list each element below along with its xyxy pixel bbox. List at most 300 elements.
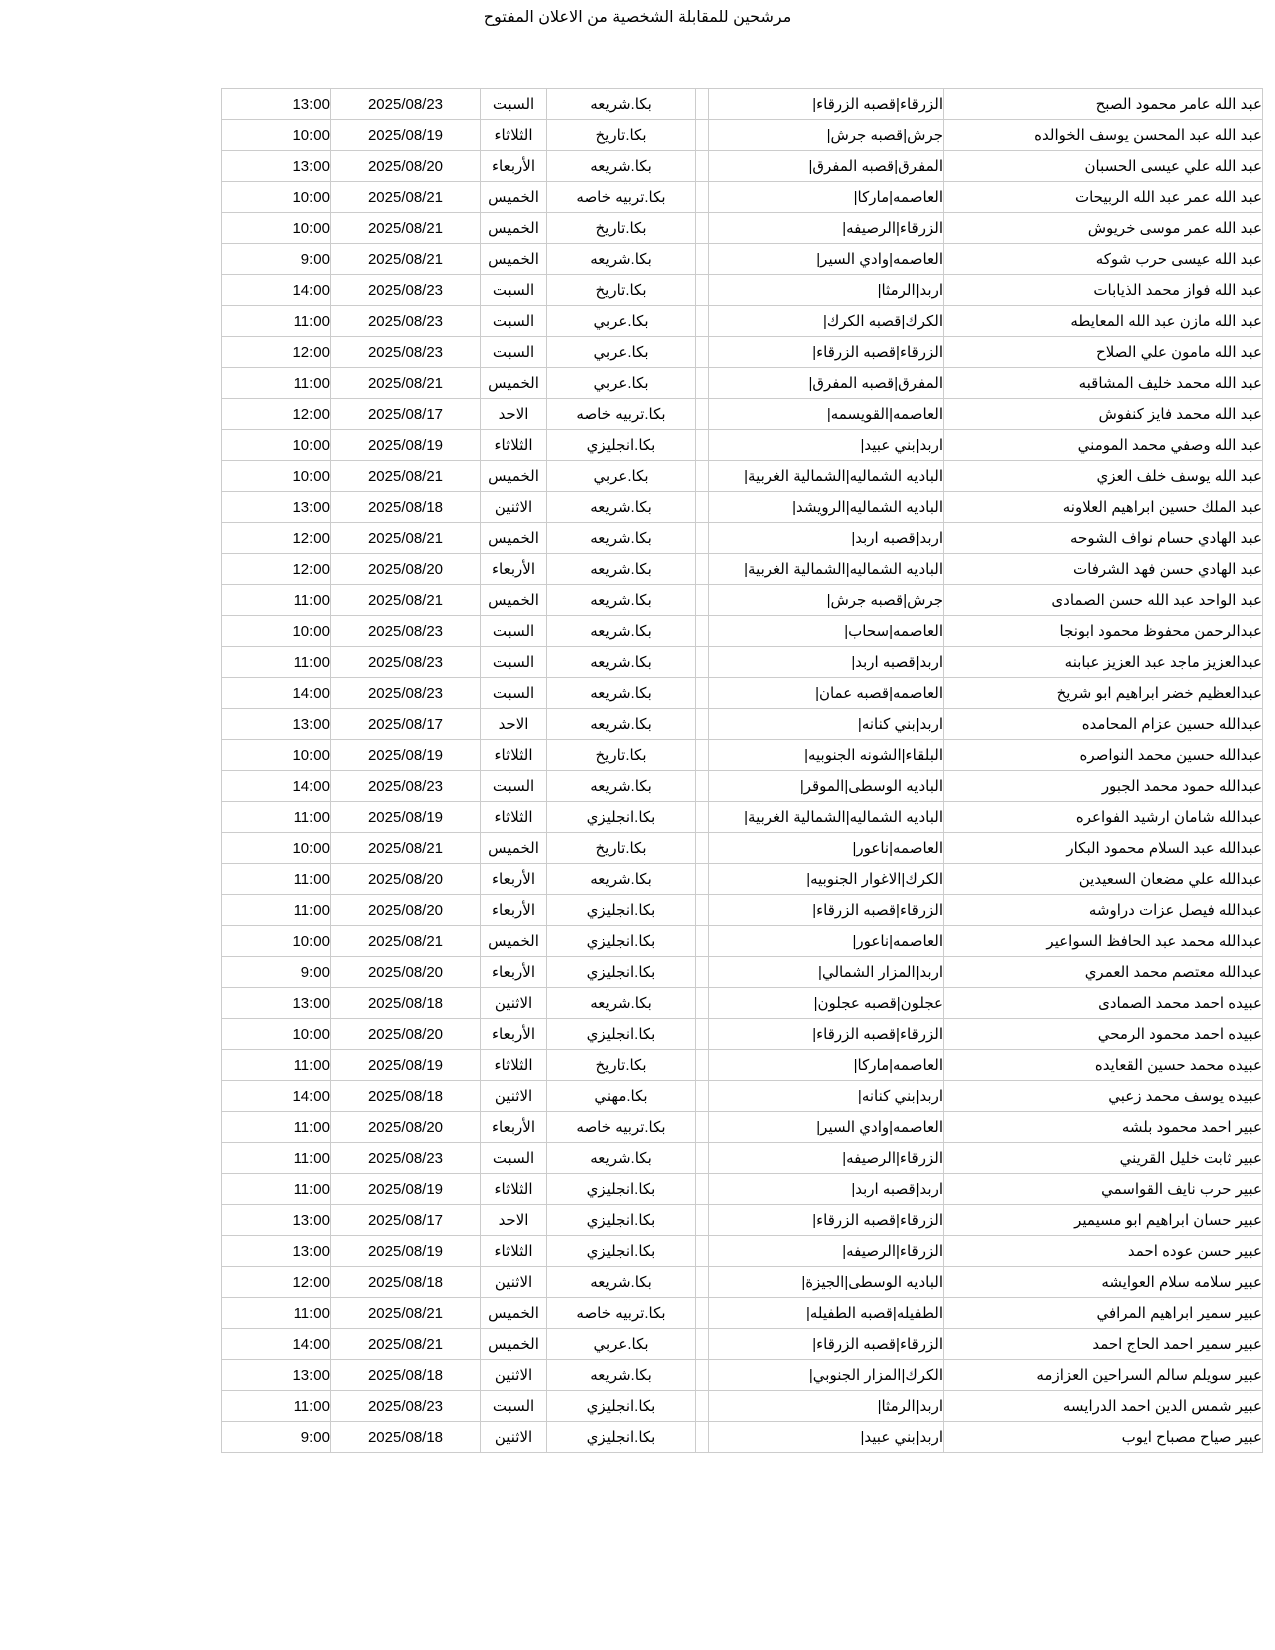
cell-time: 11:00 [222, 585, 331, 616]
cell-time: 12:00 [222, 1267, 331, 1298]
cell-day: الاثنين [481, 1360, 547, 1391]
cell-day: الأربعاء [481, 895, 547, 926]
cell-time: 11:00 [222, 1174, 331, 1205]
cell-name: عبد الله محمد فايز كنفوش [944, 399, 1263, 430]
table-row [222, 1112, 1263, 1143]
cell-spacer [696, 368, 709, 399]
table-row [222, 337, 1263, 368]
cell-date: 2025/08/21 [331, 1298, 481, 1329]
cell-qualification: بكا.انجليزي [547, 430, 696, 461]
cell-date: 2025/08/23 [331, 678, 481, 709]
cell-spacer [696, 1236, 709, 1267]
cell-qualification: بكا.انجليزي [547, 1422, 696, 1453]
cell-name: عبدالله عبد السلام محمود البكار [944, 833, 1263, 864]
table-row [222, 802, 1263, 833]
cell-location: العاصمه|ناعور| [709, 833, 944, 864]
cell-date: 2025/08/21 [331, 926, 481, 957]
cell-qualification: بكا.انجليزي [547, 957, 696, 988]
cell-date: 2025/08/19 [331, 1174, 481, 1205]
cell-date: 2025/08/21 [331, 368, 481, 399]
cell-day: الأربعاء [481, 957, 547, 988]
cell-spacer [696, 1143, 709, 1174]
cell-time: 12:00 [222, 554, 331, 585]
cell-time: 14:00 [222, 678, 331, 709]
cell-day: الخميس [481, 182, 547, 213]
table-row [222, 678, 1263, 709]
cell-day: الأربعاء [481, 864, 547, 895]
cell-time: 11:00 [222, 895, 331, 926]
cell-day: الثلاثاء [481, 1050, 547, 1081]
cell-qualification: بكا.تربيه خاصه [547, 1298, 696, 1329]
cell-spacer [696, 678, 709, 709]
cell-spacer [696, 926, 709, 957]
cell-name: عبير حسان ابراهيم ابو مسيمير [944, 1205, 1263, 1236]
cell-day: الاحد [481, 709, 547, 740]
cell-date: 2025/08/17 [331, 399, 481, 430]
cell-day: الثلاثاء [481, 1174, 547, 1205]
cell-date: 2025/08/18 [331, 492, 481, 523]
cell-day: الأربعاء [481, 1019, 547, 1050]
cell-name: عبدالرحمن محفوظ محمود ابونجا [944, 616, 1263, 647]
cell-name: عبدالعزيز ماجد عبد العزيز عبابنه [944, 647, 1263, 678]
table-row [222, 895, 1263, 926]
cell-location: اربد|الرمثا| [709, 275, 944, 306]
cell-qualification: بكا.تربيه خاصه [547, 182, 696, 213]
cell-location: الزرقاء|الرصيفه| [709, 1236, 944, 1267]
cell-name: عبدالله فيصل عزات دراوشه [944, 895, 1263, 926]
cell-spacer [696, 1174, 709, 1205]
cell-spacer [696, 1205, 709, 1236]
cell-spacer [696, 182, 709, 213]
cell-time: 10:00 [222, 182, 331, 213]
cell-location: اربد|بني كنانه| [709, 1081, 944, 1112]
table-row [222, 275, 1263, 306]
cell-location: البلقاء|الشونه الجنوبيه| [709, 740, 944, 771]
cell-name: عبد الهادي حسن فهد الشرفات [944, 554, 1263, 585]
cell-name: عبد الله مازن عبد الله المعايطه [944, 306, 1263, 337]
cell-location: العاصمه|قصبه عمان| [709, 678, 944, 709]
cell-day: الثلاثاء [481, 120, 547, 151]
cell-qualification: بكا.تاريخ [547, 1050, 696, 1081]
cell-spacer [696, 864, 709, 895]
cell-spacer [696, 895, 709, 926]
cell-location: المفرق|قصبه المفرق| [709, 151, 944, 182]
cell-day: الاثنين [481, 1267, 547, 1298]
cell-name: عبدالله حسين عزام المحامده [944, 709, 1263, 740]
cell-location: اربد|الرمثا| [709, 1391, 944, 1422]
cell-time: 10:00 [222, 1019, 331, 1050]
cell-time: 10:00 [222, 213, 331, 244]
cell-date: 2025/08/19 [331, 802, 481, 833]
cell-location: العاصمه|وادي السير| [709, 244, 944, 275]
cell-time: 11:00 [222, 1298, 331, 1329]
cell-qualification: بكا.تاريخ [547, 740, 696, 771]
cell-date: 2025/08/21 [331, 182, 481, 213]
cell-date: 2025/08/20 [331, 864, 481, 895]
cell-day: السبت [481, 1143, 547, 1174]
cell-qualification: بكا.شريعه [547, 151, 696, 182]
cell-time: 11:00 [222, 306, 331, 337]
cell-spacer [696, 399, 709, 430]
cell-time: 11:00 [222, 368, 331, 399]
cell-day: الخميس [481, 1329, 547, 1360]
cell-spacer [696, 1050, 709, 1081]
cell-day: الخميس [481, 1298, 547, 1329]
cell-location: العاصمه|ناعور| [709, 926, 944, 957]
candidates-table [221, 88, 1263, 1453]
cell-location: عجلون|قصبه عجلون| [709, 988, 944, 1019]
cell-date: 2025/08/18 [331, 1360, 481, 1391]
cell-time: 11:00 [222, 864, 331, 895]
cell-spacer [696, 275, 709, 306]
table-row [222, 89, 1263, 120]
cell-qualification: بكا.شريعه [547, 988, 696, 1019]
table-row [222, 120, 1263, 151]
cell-location: الزرقاء|الرصيفه| [709, 1143, 944, 1174]
cell-location: جرش|قصبه جرش| [709, 120, 944, 151]
cell-name: عبير سمير ابراهيم المرافي [944, 1298, 1263, 1329]
cell-qualification: بكا.انجليزي [547, 1174, 696, 1205]
cell-name: عبد الله مامون علي الصلاح [944, 337, 1263, 368]
cell-name: عبد الله وصفي محمد المومني [944, 430, 1263, 461]
cell-location: اربد|بني عبيد| [709, 1422, 944, 1453]
cell-name: عبير حسن عوده احمد [944, 1236, 1263, 1267]
cell-spacer [696, 151, 709, 182]
cell-day: السبت [481, 647, 547, 678]
cell-time: 10:00 [222, 740, 331, 771]
cell-location: الكرك|قصبه الكرك| [709, 306, 944, 337]
cell-qualification: بكا.مهني [547, 1081, 696, 1112]
cell-qualification: بكا.شريعه [547, 709, 696, 740]
cell-date: 2025/08/23 [331, 771, 481, 802]
cell-spacer [696, 523, 709, 554]
cell-location: اربد|قصبه اربد| [709, 1174, 944, 1205]
cell-day: السبت [481, 89, 547, 120]
cell-day: الخميس [481, 213, 547, 244]
cell-day: الخميس [481, 368, 547, 399]
cell-spacer [696, 1422, 709, 1453]
cell-location: الزرقاء|قصبه الزرقاء| [709, 89, 944, 120]
cell-date: 2025/08/20 [331, 1019, 481, 1050]
cell-qualification: بكا.شريعه [547, 678, 696, 709]
cell-qualification: بكا.شريعه [547, 771, 696, 802]
cell-date: 2025/08/18 [331, 1422, 481, 1453]
cell-name: عبيده يوسف محمد زعبي [944, 1081, 1263, 1112]
cell-name: عبدالعظيم خضر ابراهيم ابو شريخ [944, 678, 1263, 709]
cell-date: 2025/08/21 [331, 523, 481, 554]
cell-location: الباديه الوسطى|الجيزة| [709, 1267, 944, 1298]
cell-location: العاصمه|ماركا| [709, 1050, 944, 1081]
table-row [222, 399, 1263, 430]
cell-spacer [696, 988, 709, 1019]
cell-location: الكرك|الاغوار الجنوبيه| [709, 864, 944, 895]
table-row [222, 957, 1263, 988]
cell-name: عبدالله محمد عبد الحافظ السواعير [944, 926, 1263, 957]
table-row [222, 1267, 1263, 1298]
cell-date: 2025/08/18 [331, 988, 481, 1019]
table-row [222, 709, 1263, 740]
cell-date: 2025/08/23 [331, 1143, 481, 1174]
cell-date: 2025/08/18 [331, 1267, 481, 1298]
cell-spacer [696, 213, 709, 244]
cell-spacer [696, 1298, 709, 1329]
cell-location: الزرقاء|قصبه الزرقاء| [709, 1205, 944, 1236]
table-row [222, 740, 1263, 771]
cell-spacer [696, 244, 709, 275]
cell-time: 14:00 [222, 1329, 331, 1360]
cell-name: عبدالله شامان ارشيد الفواعره [944, 802, 1263, 833]
cell-qualification: بكا.شريعه [547, 492, 696, 523]
cell-name: عبير سويلم سالم السراحين العزازمه [944, 1360, 1263, 1391]
cell-day: الاثنين [481, 988, 547, 1019]
cell-qualification: بكا.انجليزي [547, 1205, 696, 1236]
cell-location: العاصمه|وادي السير| [709, 1112, 944, 1143]
cell-day: الثلاثاء [481, 1236, 547, 1267]
cell-qualification: بكا.انجليزي [547, 1391, 696, 1422]
cell-time: 12:00 [222, 523, 331, 554]
table-row [222, 771, 1263, 802]
cell-location: العاصمه|ماركا| [709, 182, 944, 213]
table-row [222, 306, 1263, 337]
cell-location: الباديه الشماليه|الشمالية الغربية| [709, 461, 944, 492]
table-row [222, 647, 1263, 678]
cell-name: عبير احمد محمود بلشه [944, 1112, 1263, 1143]
cell-time: 11:00 [222, 802, 331, 833]
cell-spacer [696, 1391, 709, 1422]
cell-location: الزرقاء|قصبه الزرقاء| [709, 895, 944, 926]
cell-qualification: بكا.شريعه [547, 1143, 696, 1174]
cell-spacer [696, 740, 709, 771]
cell-time: 9:00 [222, 1422, 331, 1453]
cell-date: 2025/08/23 [331, 337, 481, 368]
cell-day: السبت [481, 275, 547, 306]
cell-qualification: بكا.تاريخ [547, 275, 696, 306]
cell-date: 2025/08/20 [331, 1112, 481, 1143]
cell-spacer [696, 833, 709, 864]
cell-name: عبدالله علي مضعان السعيدين [944, 864, 1263, 895]
cell-location: الباديه الشماليه|الرويشد| [709, 492, 944, 523]
cell-location: الزرقاء|الرصيفه| [709, 213, 944, 244]
cell-qualification: بكا.شريعه [547, 554, 696, 585]
cell-time: 11:00 [222, 1112, 331, 1143]
cell-name: عبد الله عامر محمود الصبح [944, 89, 1263, 120]
cell-day: الخميس [481, 244, 547, 275]
cell-date: 2025/08/23 [331, 89, 481, 120]
cell-time: 11:00 [222, 1143, 331, 1174]
table-row [222, 1329, 1263, 1360]
table-row [222, 523, 1263, 554]
cell-spacer [696, 1360, 709, 1391]
cell-time: 13:00 [222, 89, 331, 120]
cell-date: 2025/08/21 [331, 244, 481, 275]
cell-time: 9:00 [222, 244, 331, 275]
cell-day: السبت [481, 678, 547, 709]
cell-spacer [696, 89, 709, 120]
cell-time: 14:00 [222, 771, 331, 802]
cell-time: 9:00 [222, 957, 331, 988]
table-row [222, 151, 1263, 182]
cell-spacer [696, 957, 709, 988]
cell-date: 2025/08/23 [331, 616, 481, 647]
cell-spacer [696, 1267, 709, 1298]
cell-qualification: بكا.شريعه [547, 647, 696, 678]
cell-time: 14:00 [222, 1081, 331, 1112]
cell-qualification: بكا.تربيه خاصه [547, 399, 696, 430]
cell-name: عبد الملك حسين ابراهيم العلاونه [944, 492, 1263, 523]
cell-location: الباديه الشماليه|الشمالية الغربية| [709, 554, 944, 585]
cell-spacer [696, 1329, 709, 1360]
cell-date: 2025/08/19 [331, 1050, 481, 1081]
cell-date: 2025/08/21 [331, 213, 481, 244]
cell-day: السبت [481, 616, 547, 647]
cell-date: 2025/08/23 [331, 647, 481, 678]
cell-day: الخميس [481, 461, 547, 492]
cell-date: 2025/08/20 [331, 554, 481, 585]
cell-time: 11:00 [222, 1050, 331, 1081]
cell-date: 2025/08/19 [331, 1236, 481, 1267]
cell-spacer [696, 120, 709, 151]
cell-time: 13:00 [222, 1236, 331, 1267]
cell-day: الاثنين [481, 1081, 547, 1112]
cell-date: 2025/08/23 [331, 1391, 481, 1422]
cell-qualification: بكا.عربي [547, 306, 696, 337]
cell-date: 2025/08/20 [331, 151, 481, 182]
cell-qualification: بكا.شريعه [547, 523, 696, 554]
cell-spacer [696, 337, 709, 368]
cell-name: عبيده احمد محمد الصمادى [944, 988, 1263, 1019]
cell-name: عبدالله معتصم محمد العمري [944, 957, 1263, 988]
table-row [222, 1391, 1263, 1422]
cell-time: 13:00 [222, 1360, 331, 1391]
cell-time: 14:00 [222, 275, 331, 306]
cell-time: 10:00 [222, 833, 331, 864]
cell-location: الزرقاء|قصبه الزرقاء| [709, 1329, 944, 1360]
candidates-table-wrap [221, 88, 1262, 1453]
table-row [222, 244, 1263, 275]
cell-day: الاثنين [481, 1422, 547, 1453]
cell-time: 12:00 [222, 337, 331, 368]
cell-day: الخميس [481, 926, 547, 957]
cell-location: اربد|بني كنانه| [709, 709, 944, 740]
cell-spacer [696, 647, 709, 678]
cell-location: الباديه الوسطى|الموقر| [709, 771, 944, 802]
cell-qualification: بكا.عربي [547, 461, 696, 492]
cell-location: الطفيله|قصبه الطفيله| [709, 1298, 944, 1329]
cell-day: الثلاثاء [481, 740, 547, 771]
table-row [222, 585, 1263, 616]
table-row [222, 1422, 1263, 1453]
cell-time: 13:00 [222, 492, 331, 523]
cell-day: الأربعاء [481, 554, 547, 585]
cell-spacer [696, 1112, 709, 1143]
cell-spacer [696, 771, 709, 802]
cell-time: 10:00 [222, 616, 331, 647]
table-row [222, 430, 1263, 461]
table-row [222, 1019, 1263, 1050]
cell-spacer [696, 585, 709, 616]
candidates-table-body [222, 89, 1263, 1453]
cell-time: 12:00 [222, 399, 331, 430]
cell-qualification: بكا.تاريخ [547, 120, 696, 151]
cell-spacer [696, 1081, 709, 1112]
cell-spacer [696, 430, 709, 461]
cell-day: الثلاثاء [481, 430, 547, 461]
cell-spacer [696, 492, 709, 523]
cell-name: عبدالله حمود محمد الجبور [944, 771, 1263, 802]
cell-date: 2025/08/21 [331, 585, 481, 616]
cell-day: الثلاثاء [481, 802, 547, 833]
cell-time: 10:00 [222, 430, 331, 461]
table-row [222, 1081, 1263, 1112]
cell-name: عبدالله حسين محمد النواصره [944, 740, 1263, 771]
cell-date: 2025/08/20 [331, 957, 481, 988]
cell-date: 2025/08/20 [331, 895, 481, 926]
cell-name: عبير سمير احمد الحاج احمد [944, 1329, 1263, 1360]
cell-name: عبيده محمد حسين القعايده [944, 1050, 1263, 1081]
page-title: مرشحين للمقابلة الشخصية من الاعلان المفتوح [483, 9, 792, 26]
cell-qualification: بكا.تربيه خاصه [547, 1112, 696, 1143]
table-row [222, 1050, 1263, 1081]
table-row [222, 988, 1263, 1019]
table-row [222, 461, 1263, 492]
table-row [222, 492, 1263, 523]
cell-qualification: بكا.شريعه [547, 1267, 696, 1298]
cell-day: السبت [481, 306, 547, 337]
cell-time: 10:00 [222, 926, 331, 957]
table-row [222, 1360, 1263, 1391]
cell-day: السبت [481, 771, 547, 802]
cell-location: جرش|قصبه جرش| [709, 585, 944, 616]
cell-spacer [696, 616, 709, 647]
cell-location: الزرقاء|قصبه الزرقاء| [709, 1019, 944, 1050]
cell-qualification: بكا.عربي [547, 1329, 696, 1360]
cell-spacer [696, 1019, 709, 1050]
cell-day: السبت [481, 337, 547, 368]
cell-date: 2025/08/17 [331, 1205, 481, 1236]
cell-qualification: بكا.شريعه [547, 585, 696, 616]
cell-location: اربد|قصبه اربد| [709, 647, 944, 678]
table-row [222, 1298, 1263, 1329]
cell-location: اربد|المزار الشمالي| [709, 957, 944, 988]
cell-location: اربد|قصبه اربد| [709, 523, 944, 554]
cell-time: 11:00 [222, 647, 331, 678]
cell-day: الخميس [481, 585, 547, 616]
cell-name: عبير صياح مصباح ايوب [944, 1422, 1263, 1453]
table-row [222, 833, 1263, 864]
cell-location: الباديه الشماليه|الشمالية الغربية| [709, 802, 944, 833]
cell-name: عبير شمس الدين احمد الدرايسه [944, 1391, 1263, 1422]
table-row [222, 1174, 1263, 1205]
table-row [222, 926, 1263, 957]
cell-time: 10:00 [222, 120, 331, 151]
cell-date: 2025/08/23 [331, 306, 481, 337]
cell-name: عبد الهادي حسام نواف الشوحه [944, 523, 1263, 554]
cell-qualification: بكا.انجليزي [547, 1236, 696, 1267]
cell-spacer [696, 709, 709, 740]
cell-name: عبد الله محمد خليف المشاقبه [944, 368, 1263, 399]
cell-qualification: بكا.تاريخ [547, 213, 696, 244]
cell-name: عبد الله عبد المحسن يوسف الخوالده [944, 120, 1263, 151]
cell-day: الخميس [481, 523, 547, 554]
cell-name: عبد الله عمر عبد الله الربيحات [944, 182, 1263, 213]
cell-qualification: بكا.انجليزي [547, 895, 696, 926]
cell-date: 2025/08/21 [331, 833, 481, 864]
cell-qualification: بكا.انجليزي [547, 1019, 696, 1050]
cell-location: الزرقاء|قصبه الزرقاء| [709, 337, 944, 368]
cell-day: الأربعاء [481, 151, 547, 182]
cell-name: عبد الله يوسف خلف العزي [944, 461, 1263, 492]
cell-location: العاصمه|سحاب| [709, 616, 944, 647]
